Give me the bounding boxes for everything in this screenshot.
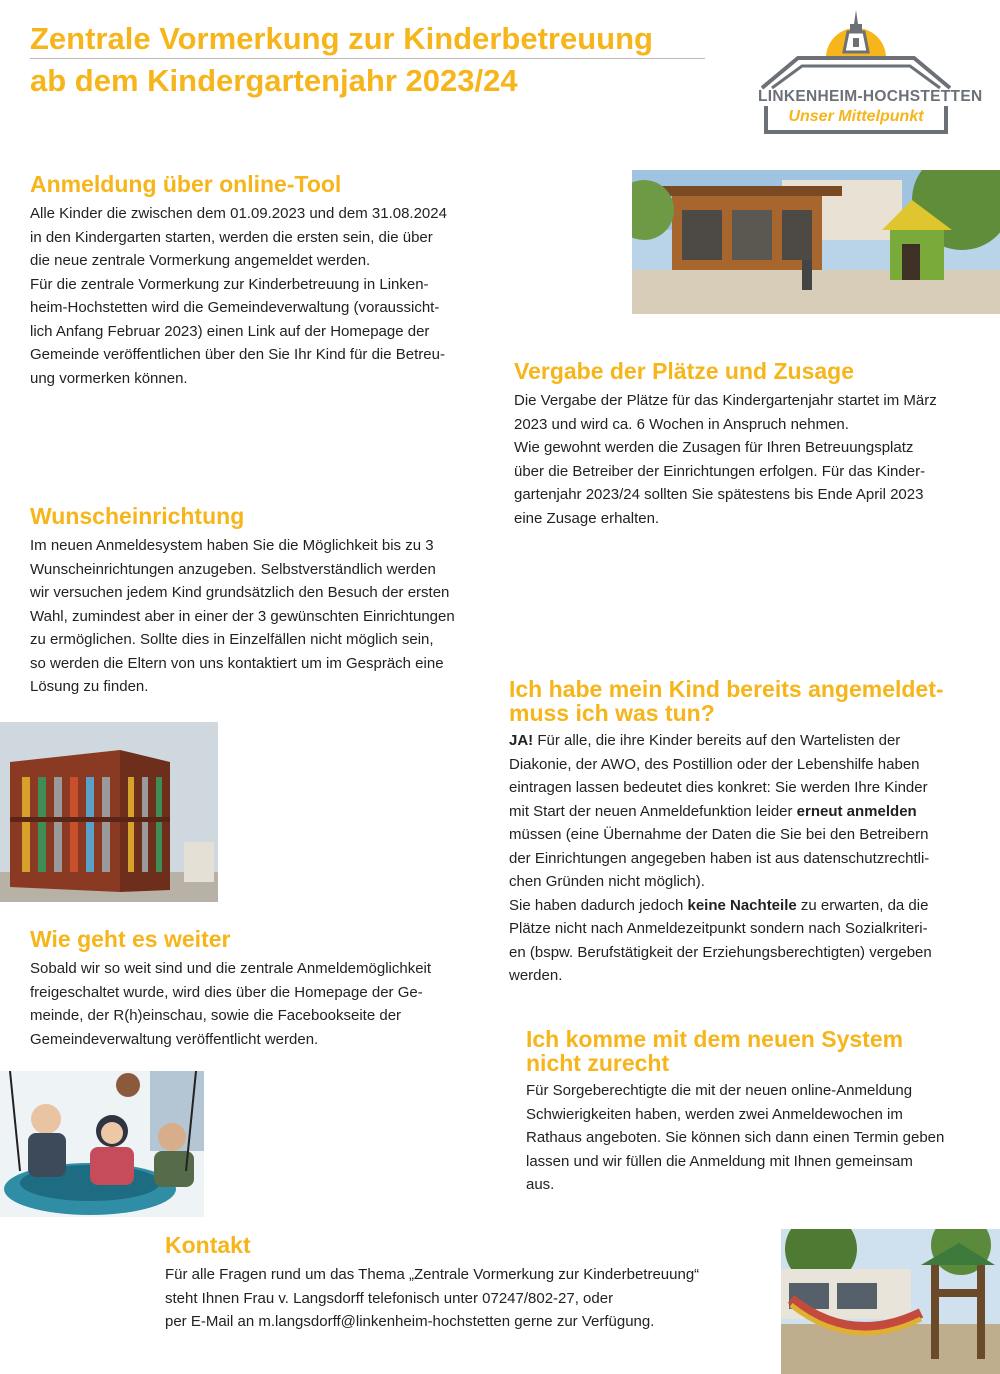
body-line: Diakonie, der AWO, des Postillion oder der Lebenshilfe haben: [509, 755, 920, 773]
body-text: Sie haben dadurch jedoch: [509, 896, 688, 914]
body-line: [509, 800, 989, 824]
body-line: lich Anfang Februar 2023) einen Link auf der Homepage der: [30, 322, 430, 340]
body-line: Sobald wir so weit sind und die zentrale Anmeldemöglichkeit: [30, 960, 432, 977]
section-neues-system: [526, 1027, 988, 1197]
body-line: gartenjahr 2023/24 sollten Sie spätestens bis Ende April 2023: [514, 486, 924, 503]
body-line: Für alle Fragen rund um das Thema „Zentrale Vormerkung zur Kinderbetreuung“: [165, 1266, 700, 1283]
logo-tagline: Unser Mittelpunkt: [788, 108, 924, 125]
emphasis-erneut-anmelden: erneut anmelden: [796, 802, 917, 820]
section-anmeldung: [30, 172, 500, 390]
playground-photo: [781, 1229, 1000, 1374]
body-line: en (bspw. Berufstätigkeit der Erziehungsberechtigten) vergeben: [509, 943, 932, 961]
title-line-1: Zentrale Vormerkung zur Kinderbetreuung: [30, 21, 653, 56]
title-divider: [30, 58, 705, 59]
body-line: freigeschaltet wurde, wird dies über die Homepage der Ge-: [30, 983, 423, 1001]
section-heading: Vergabe der Plätze und Zusage: [514, 358, 854, 384]
body-line: 2023 und wird ca. 6 Wochen in Anspruch nehmen.: [514, 415, 849, 433]
body-line: in den Kindergarten starten, werden die ersten sein, die über: [30, 228, 433, 246]
body-line: per E-Mail an m.langsdorff@linkenheim-hochstetten gerne zur Verfügung.: [165, 1313, 655, 1330]
section-bereits-angemeldet: [509, 677, 989, 988]
section-body: [30, 202, 500, 390]
section-heading-line: Ich habe mein Kind bereits angemeldet-: [509, 676, 944, 702]
body-text: mit Start der neuen Anmeldefunktion leider: [509, 802, 797, 820]
body-line: Die Vergabe der Plätze für das Kindergartenjahr startet im März: [514, 392, 937, 409]
body-line: Wie gewohnt werden die Zusagen für Ihren Betreuungsplatz: [514, 439, 914, 456]
body-text: zu erwarten, da die: [796, 896, 929, 914]
title-line-2: ab dem Kindergartenjahr 2023/24: [30, 63, 518, 98]
section-heading: Wunscheinrichtung: [30, 503, 245, 529]
body-line: lassen und wir füllen die Anmeldung mit Ihnen gemeinsam: [526, 1152, 913, 1170]
section-heading-line: Ich komme mit dem neuen System: [526, 1026, 904, 1052]
body-line: wir versuchen jedem Kind grundsätzlich den Besuch der ersten: [30, 584, 450, 601]
body-line: so werden die Eltern von uns kontaktiert um im Gespräch eine: [30, 654, 444, 672]
section-vergabe: [514, 359, 984, 530]
body-line: Gemeindeverwaltung veröffentlicht werden.: [30, 1030, 319, 1048]
section-heading-line: nicht zurecht: [526, 1050, 670, 1076]
body-line: heim-Hochstetten wird die Gemeindeverwaltung (voraussicht-: [30, 299, 440, 316]
section-heading-line: muss ich was tun?: [509, 700, 715, 726]
body-line: Gemeinde veröffentlichen über den Sie Ihr Kind für die Betreu-: [30, 346, 445, 363]
body-line: Schwierigkeiten haben, werden zwei Anmeldewochen im: [526, 1105, 903, 1123]
body-line: ung vormerken können.: [30, 369, 188, 387]
section-wunscheinrichtung: [30, 504, 500, 699]
municipality-logo: [758, 8, 983, 136]
body-line: Wahl, zumindest aber in einer der 3 gewünschten Einrichtungen: [30, 607, 455, 625]
kindergarten-photo: [632, 170, 1000, 314]
body-line: Lösung zu finden.: [30, 678, 149, 695]
body-line: müssen (eine Übernahme der Daten die Sie bei den Betreibern: [509, 826, 929, 843]
children-swing-photo: [0, 1071, 204, 1217]
section-body: [509, 729, 989, 988]
section-body: [30, 957, 500, 1051]
emphasis-ja: JA!: [509, 732, 534, 749]
section-body: [30, 534, 500, 699]
body-line: über die Betreiber der Einrichtungen erfolgen. Für das Kinder-: [514, 462, 926, 480]
body-line: eine Zusage erhalten.: [514, 509, 660, 527]
body-line: die neue zentrale Vormerkung angemeldet werden.: [30, 252, 371, 269]
emphasis-keine-nachteile: keine Nachteile: [687, 896, 797, 914]
logo-name: LINKENHEIM-HOCHSTETTEN: [758, 88, 983, 105]
body-line: aus.: [526, 1176, 555, 1193]
section-body: [165, 1263, 765, 1334]
body-line: Für Sorgeberechtigte die mit der neuen online-Anmeldung: [526, 1082, 913, 1099]
section-heading: Wie geht es weiter: [30, 926, 231, 952]
body-line: eintragen lassen bedeutet dies konkret: Sie werden Ihre Kinder: [509, 779, 928, 796]
section-heading: Kontakt: [165, 1232, 251, 1258]
body-line: der Einrichtungen angegeben haben ist aus datenschutzrechtli-: [509, 849, 930, 867]
page-title: [30, 18, 710, 102]
body-line: Plätze nicht nach Anmeldezeitpunkt sondern nach Sozialkriteri-: [509, 920, 928, 937]
body-line: Im neuen Anmeldesystem haben Sie die Möglichkeit bis zu 3: [30, 537, 434, 554]
body-line: Für die zentrale Vormerkung zur Kinderbetreuung in Linken-: [30, 275, 429, 293]
body-line: Alle Kinder die zwischen dem 01.09.2023 und dem 31.08.2024: [30, 205, 447, 222]
section-body: [514, 389, 984, 530]
body-line: [509, 729, 989, 753]
body-text: Für alle, die ihre Kinder bereits auf den Wartelisten der: [533, 732, 901, 749]
body-line: zu ermöglichen. Sollte dies in Einzelfällen nicht möglich sein,: [30, 631, 434, 648]
body-line: Rathaus angeboten. Sie können sich dann einen Termin geben: [526, 1129, 945, 1146]
section-heading: Anmeldung über online-Tool: [30, 171, 342, 197]
section-wie-geht-es-weiter: [30, 927, 500, 1051]
body-line: werden.: [509, 967, 563, 984]
building-photo: [0, 722, 218, 902]
body-line: steht Ihnen Frau v. Langsdorff telefonisch unter 07247/802-27, oder: [165, 1289, 614, 1307]
section-kontakt: [165, 1233, 765, 1334]
body-line: [509, 894, 989, 918]
body-line: meinde, der R(h)einschau, sowie die Facebookseite der: [30, 1007, 402, 1024]
section-body: [526, 1079, 988, 1197]
body-line: Wunscheinrichtungen anzugeben. Selbstverständlich werden: [30, 560, 436, 578]
body-line: chen Gründen nicht möglich).: [509, 873, 705, 890]
